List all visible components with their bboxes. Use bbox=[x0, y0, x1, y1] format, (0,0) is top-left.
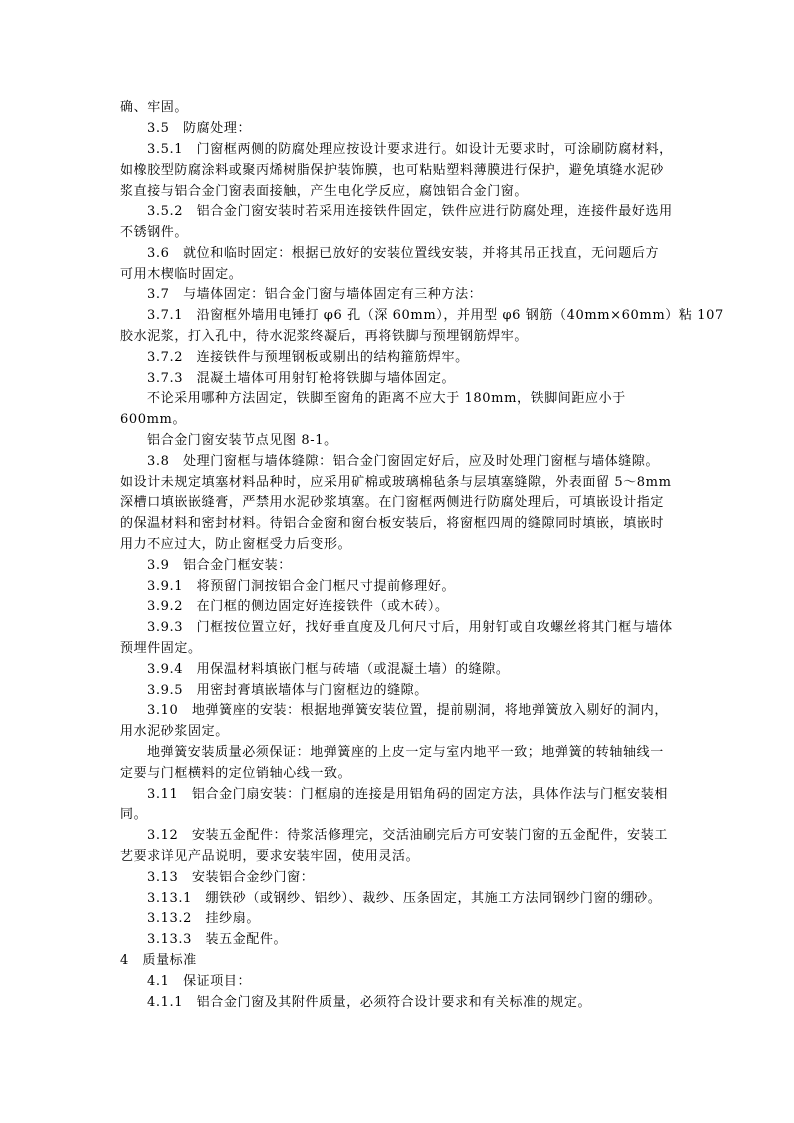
text-line: 深槽口填嵌嵌缝膏，严禁用水泥砂浆填塞。在门窗框两侧进行防腐处理后，可填嵌设计指定 bbox=[120, 495, 665, 510]
section-heading: 3.11 铝合金门扇安装：门框扇的连接是用铝角码的固定方法，具体作法与门框安装相 bbox=[147, 787, 668, 802]
text-line: 不论采用哪种方法固定，铁脚至窗角的距离不应大于 180mm，铁脚间距应小于 bbox=[147, 391, 626, 406]
text-line: 3.7.1 沿窗框外墙用电锤打 φ6 孔（深 60mm），并用型 φ6 钢筋（40mm×60mm）粘 107 bbox=[147, 308, 724, 323]
text-line: 用水泥砂浆固定。 bbox=[120, 724, 229, 739]
text-line: 4.1.1 铝合金门窗及其附件质量，必须符合设计要求和有关标准的规定。 bbox=[147, 995, 592, 1010]
section-heading: 3.5 防腐处理： bbox=[147, 121, 252, 136]
section-heading: 3.10 地弹簧座的安装：根据地弹簧安装位置，提前剔洞，将地弹簧放入剔好的洞内， bbox=[147, 703, 668, 718]
text-line: 3.13.1 绷铁砂（或钢纱、铝纱）、裁纱、压条固定，其施工方法同钢纱门窗的绷砂。 bbox=[147, 891, 662, 906]
text-line: 如橡胶型防腐涂料或聚丙烯树脂保护装饰膜，也可粘贴塑料薄膜进行保护，避免填缝水泥砂 bbox=[120, 163, 665, 178]
text-line: 如设计未规定填塞材料品种时，应采用矿棉或玻璃棉毡条与层填塞缝隙，外表面留 5～8mm bbox=[120, 475, 672, 490]
text-line: 3.5.2 铝合金门窗安装时若采用连接铁件固定，铁件应进行防腐处理，连接件最好选用 bbox=[147, 204, 673, 219]
text-line: 600mm。 bbox=[120, 412, 187, 427]
text-line: 3.9.1 将预留门洞按铝合金门框尺寸提前修理好。 bbox=[147, 579, 456, 594]
text-line: 预埋件固定。 bbox=[120, 641, 202, 656]
text-line: 确、牢固。 bbox=[120, 100, 189, 115]
text-line: 不锈钢件。 bbox=[120, 225, 189, 240]
text-line: 3.9.2 在门框的侧边固定好连接铁件（或木砖）。 bbox=[147, 599, 449, 614]
section-heading: 4.1 保证项目： bbox=[147, 974, 252, 989]
section-heading: 3.6 就位和临时固定：根据已放好的安装位置线安装，并将其吊正找直，无问题后方 bbox=[147, 246, 660, 261]
text-line: 胶水泥浆，打入孔中，待水泥浆终凝后，再将铁脚与预埋钢筋焊牢。 bbox=[120, 329, 529, 344]
text-line: 定要与门框横料的定位销轴心线一致。 bbox=[120, 766, 352, 781]
chapter-heading: 4 质量标准 bbox=[120, 953, 197, 968]
text-line: 3.5.1 门窗框两侧的防腐处理应按设计要求进行。如设计无要求时，可涂刷防腐材料， bbox=[147, 142, 673, 157]
text-line: 3.13.3 装五金配件。 bbox=[147, 932, 288, 947]
section-heading: 3.7 与墙体固定：铝合金门窗与墙体固定有三种方法： bbox=[147, 287, 483, 302]
text-line: 地弹簧安装质量必须保证：地弹簧座的上皮一定与室内地平一致；地弹簧的转轴轴线一 bbox=[147, 745, 664, 760]
text-line: 铝合金门窗安装节点见图 8-1。 bbox=[147, 433, 338, 448]
section-heading: 3.13 安装铝合金纱门窗： bbox=[147, 870, 315, 885]
text-line: 3.9.4 用保温材料填嵌门框与砖墙（或混凝土墙）的缝隙。 bbox=[147, 662, 510, 677]
text-line: 3.7.3 混凝土墙体可用射钉枪将铁脚与墙体固定。 bbox=[147, 371, 456, 386]
text-line: 3.7.2 连接铁件与预埋钢板或剔出的结构箍筋焊牢。 bbox=[147, 350, 469, 365]
text-line: 浆直接与铝合金门窗表面接触，产生电化学反应，腐蚀铝合金门窗。 bbox=[120, 184, 529, 199]
text-line: 3.13.2 挂纱扇。 bbox=[147, 911, 260, 926]
text-line: 可用木楔临时固定。 bbox=[120, 267, 243, 282]
section-heading: 3.12 安装五金配件：待浆活修理完，交活油刷完后方可安装门窗的五金配件，安装工 bbox=[147, 828, 668, 843]
section-heading: 3.9 铝合金门框安装： bbox=[147, 558, 292, 573]
text-line: 的保温材料和密封材料。待铝合金窗和窗台板安装后，将窗框四周的缝隙同时填嵌，填嵌时 bbox=[120, 516, 665, 531]
text-line: 3.9.5 用密封膏填嵌墙体与门窗框边的缝隙。 bbox=[147, 683, 428, 698]
text-line: 艺要求详见产品说明，要求安装牢固，使用灵活。 bbox=[120, 849, 420, 864]
text-line: 用力不应过大，防止窗框受力后变形。 bbox=[120, 537, 352, 552]
section-heading: 3.8 处理门窗框与墙体缝隙：铝合金门窗固定好后，应及时处理门窗框与墙体缝隙。 bbox=[147, 454, 660, 469]
text-line: 同。 bbox=[120, 807, 148, 822]
text-line: 3.9.3 门框按位置立好，找好垂直度及几何尺寸后，用射钉或自攻螺丝将其门框与墙体 bbox=[147, 620, 673, 635]
